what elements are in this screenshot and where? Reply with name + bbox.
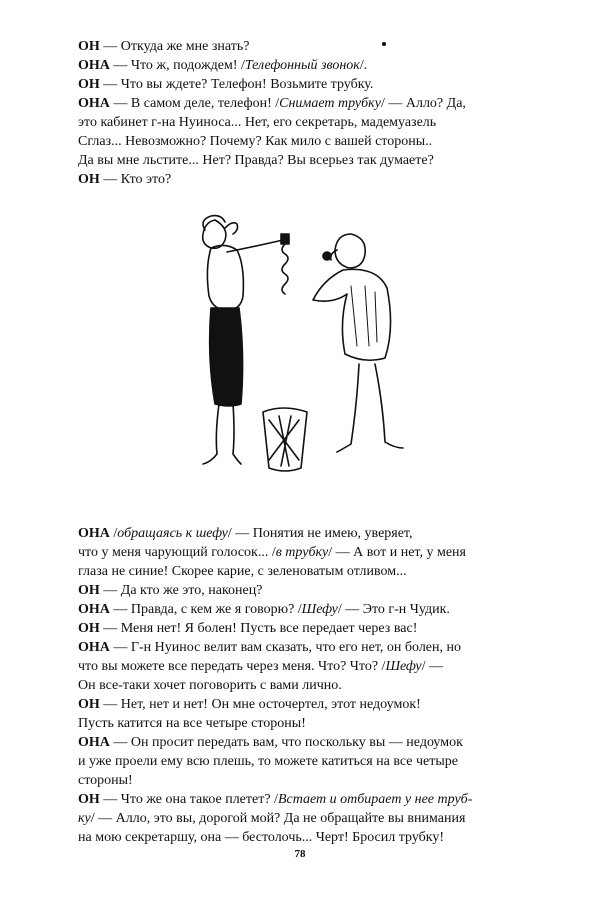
dialogue-line	[78, 752, 556, 771]
dialogue-line	[78, 562, 556, 581]
dialogue-text: Да вы мне льстите... Нет? Правда? Вы всерьез так думаете?	[78, 153, 434, 168]
dialogue-text: Пусть катится на все четыре стороны!	[78, 716, 306, 731]
stage-direction: в трубку	[275, 545, 329, 560]
dialogue-text: / —	[421, 659, 443, 674]
dialogue-line	[78, 638, 556, 657]
speaker-name: ОН	[78, 621, 100, 636]
dialogue-text: глаза не синие! Скорее карие, с зеленоватым отливом...	[78, 564, 407, 579]
dialogue-line	[78, 113, 556, 132]
stage-direction: Шефу	[385, 659, 422, 674]
dialogue-text: Он все-таки хочет поговорить с вами лично.	[78, 678, 342, 693]
dialogue-line	[78, 809, 556, 828]
dialogue-text: стороны!	[78, 773, 133, 788]
dialogue-text: — Да кто же это, наконец?	[99, 583, 263, 598]
dialogue-text: на мою секретаршу, она — бестолочь... Черт! Бросил трубку!	[78, 830, 445, 845]
dialogue-top	[78, 37, 556, 189]
speaker-name: ОНА	[78, 735, 110, 750]
stage-direction: ку	[78, 811, 91, 826]
dialogue-text: и уже проели ему всю плешь, то можете катиться на все четыре	[78, 754, 459, 769]
speaker-name: ОН	[78, 792, 100, 807]
dialogue-line	[78, 170, 556, 189]
dialogue-text: — Меня нет! Я болен! Пусть все передает через вас!	[99, 621, 418, 636]
speaker-name: ОНА	[78, 526, 110, 541]
dialogue-line	[78, 543, 556, 562]
dialogue-text: это кабинет г-на Нуиноса... Нет, его секретарь, мадемуазель	[78, 115, 437, 130]
dialogue-text: Сглаз... Невозможно? Почему? Как мило с вашей стороны..	[78, 134, 433, 149]
dialogue-line	[78, 695, 556, 714]
speaker-name: ОН	[78, 583, 100, 598]
dialogue-line	[78, 132, 556, 151]
dialogue-text: /.	[359, 58, 368, 73]
illustration-phone-call	[175, 200, 455, 500]
dialogue-text: — Кто это?	[99, 172, 172, 187]
speaker-name: ОНА	[78, 602, 110, 617]
dialogue-text: — В самом деле, телефон! /	[109, 96, 280, 111]
speaker-name: ОН	[78, 77, 100, 92]
dialogue-line	[78, 94, 556, 113]
stage-direction: обращаясь к шефу	[117, 526, 228, 541]
page-number: 78	[294, 848, 306, 860]
dialogue-text: — Что вы ждете? Телефон! Возьмите трубку.	[99, 77, 374, 92]
dialogue-text: — Г-н Нуинос велит вам сказать, что его нет, он болен, но	[109, 640, 462, 655]
dialogue-text: / — А вот и нет, у меня	[328, 545, 466, 560]
dialogue-line	[78, 581, 556, 600]
dialogue-text: / — Это г-н Чудик.	[337, 602, 450, 617]
dialogue-line	[78, 657, 556, 676]
dialogue-text: — Нет, нет и нет! Он мне осточертел, этот недоумок!	[99, 697, 421, 712]
dialogue-text: — Он просит передать вам, что поскольку вы — недоумок	[109, 735, 463, 750]
stage-direction: Снимает трубку	[279, 96, 381, 111]
dialogue-text: / — Алло, это вы, дорогой мой? Да не обращайте вы внимания	[90, 811, 466, 826]
speaker-name: ОНА	[78, 640, 110, 655]
stage-direction: Встает и отбирает у нее труб-	[277, 792, 473, 807]
dialogue-line	[78, 828, 556, 847]
speaker-name: ОН	[78, 172, 100, 187]
dialogue-line	[78, 37, 556, 56]
speaker-name: ОНА	[78, 58, 110, 73]
dialogue-text: /	[109, 526, 118, 541]
dialogue-text: / — Алло? Да,	[380, 96, 466, 111]
stage-direction: Телефонный звонок	[244, 58, 360, 73]
dialogue-text: — Что ж, подождем! /	[109, 58, 245, 73]
dialogue-text: — Что же она такое плетет? /	[99, 792, 278, 807]
dialogue-line	[78, 714, 556, 733]
speaker-name: ОН	[78, 697, 100, 712]
dialogue-line	[78, 619, 556, 638]
dialogue-text: / — Понятия не имею, уверяет,	[227, 526, 413, 541]
dialogue-text: — Правда, с кем же я говорю? /	[109, 602, 302, 617]
dialogue-line	[78, 151, 556, 170]
speaker-name: ОНА	[78, 96, 110, 111]
dialogue-line	[78, 524, 556, 543]
speaker-name: ОН	[78, 39, 100, 54]
dialogue-text: что у меня чарующий голосок... /	[78, 545, 276, 560]
dialogue-line	[78, 676, 556, 695]
dialogue-bottom	[78, 524, 556, 847]
dialogue-text: что вы можете все передать через меня. Что? Что? /	[78, 659, 386, 674]
dialogue-line	[78, 790, 556, 809]
dialogue-text: — Откуда же мне знать?	[99, 39, 250, 54]
dialogue-line	[78, 56, 556, 75]
dialogue-line	[78, 600, 556, 619]
dialogue-line	[78, 75, 556, 94]
dialogue-line	[78, 771, 556, 790]
dialogue-line	[78, 733, 556, 752]
stage-direction: Шефу	[301, 602, 338, 617]
